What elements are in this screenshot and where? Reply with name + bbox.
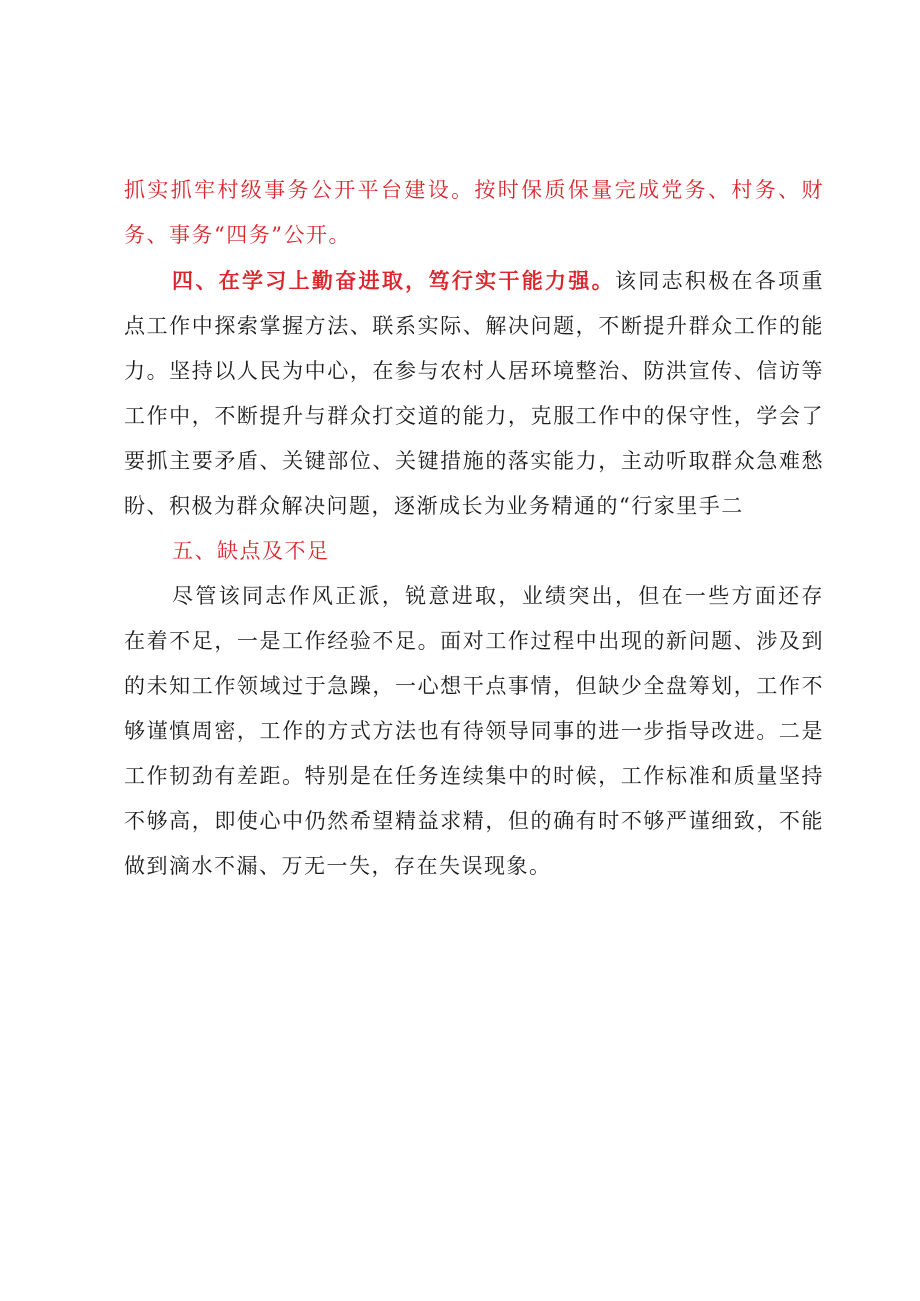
section-5-heading: 五、缺点及不足 [172,539,330,563]
section-5-paragraph [124,574,824,889]
section-5-body: 尽管该同志作风正派，锐意进取，业绩突出，但在一些方面还存在着不足，一是工作经验不足。面对工作过程中出现的新问题、涉及到的未知工作领域过于急躁，一心想干点事情，但缺少全盘筹划，工作不够谨慎周密，工作的方式方法也有待领导同事的进一步指导改进。二是工作韧劲有差距。特别是在任务连续集中的时候，工作标准和质量坚持不够高，即使心中仍然希望精益求精，但的确有时不够严谨细致，不能做到滴水不漏、万无一失，存在失误现象。 [124,584,824,878]
section-4-body: 该同志积极在各项重点工作中探索掌握方法、联系实际、解决问题，不断提升群众工作的能力。坚持以人民为中心，在参与农村人居环境整治、防洪宣传、信访等工作中，不断提升与群众打交道的能力，克服工作中的保守性，学会了要抓主要矛盾、关键部位、关键措施的落实能力，主动听取群众急难愁盼、积极为群众解决问题，逐渐成长为业务精通的“行家里手二 [124,269,825,518]
document-body [124,168,824,889]
section-5-heading-paragraph [124,529,824,574]
paragraph-public-affairs [124,168,824,258]
paragraph-text: 抓实抓牢村级事务公开平台建设。按时保质保量完成党务、村务、财务、事务“四务”公开。 [124,178,824,247]
section-4-paragraph [124,258,824,529]
section-4-heading: 四、在学习上勤奋进取，笃行实干能力强。 [172,268,615,293]
